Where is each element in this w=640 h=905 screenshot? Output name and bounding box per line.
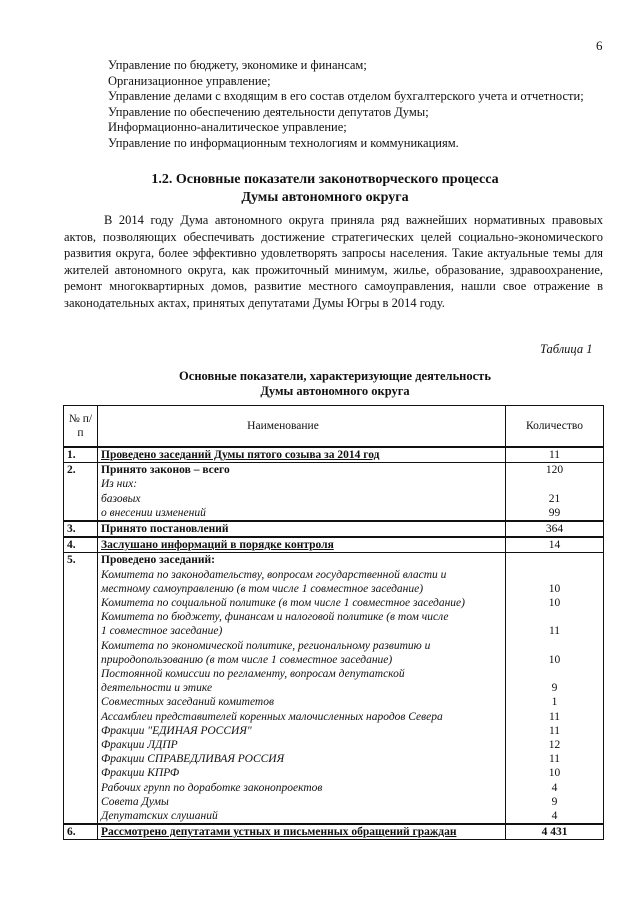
row-item-line: Комитета по бюджету, финансам и налоговой политике (в том числе: [101, 611, 449, 624]
row-item-count: 10: [548, 597, 561, 609]
row-title: Принято законов – всего: [101, 464, 230, 477]
row-title: Проведено заседаний:: [101, 554, 215, 567]
table-title-line: Основные показатели, характеризующие деятельность: [179, 369, 491, 383]
row-item-count: 11: [548, 710, 561, 723]
row-title: Рассмотрено депутатами устных и письменных обращений граждан: [98, 824, 506, 840]
row-content: [98, 463, 506, 521]
row-item-line: 1 совместное заседание): [101, 625, 223, 638]
row-item-count: 11: [548, 753, 561, 766]
header-name: Наименование: [98, 406, 506, 448]
row-title: Принято постановлений: [98, 521, 506, 537]
row-item-line: Постоянной комиссии по регламенту, вопросам депутатской: [101, 668, 405, 681]
section-title-line: Думы автономного округа: [241, 190, 409, 205]
row-num: 1.: [64, 447, 98, 463]
row-item-count: 9: [551, 682, 558, 695]
row-counts: [506, 553, 604, 824]
row-item-line: местному самоуправлению (в том числе 1 совместное заседание): [101, 582, 424, 595]
row-item-count: 10: [548, 582, 561, 595]
row-item-count: 4: [551, 810, 558, 822]
row-item-line: Совместных заседаний комитетов: [101, 696, 274, 709]
unit-item: Управление делами с входящим в его состав отделом бухгалтерского учета и отчетности;: [108, 89, 584, 103]
row-item-count: 1: [551, 696, 558, 709]
row-item-line: Ассамблеи представителей коренных малочисленных народов Севера: [101, 710, 443, 723]
row-item-label: о внесении изменений: [101, 506, 206, 519]
row-item-count: 10: [548, 767, 561, 780]
table-title: [100, 369, 570, 399]
table-row: [64, 824, 604, 840]
row-item-line: Депутатских слушаний: [101, 810, 218, 823]
row-num: 3.: [64, 521, 98, 537]
row-count-blank: [509, 639, 600, 653]
section-title-line: 1.2. Основные показатели законотворческого процесса: [151, 172, 499, 187]
row-item-line: Рабочих групп по доработке законопроектов: [101, 781, 323, 794]
row-item-line: Фракции КПРФ: [101, 767, 180, 780]
row-item-count: 10: [548, 653, 561, 666]
row-item-count: 4: [551, 781, 558, 794]
units-list: [108, 58, 584, 151]
section-title: [80, 171, 570, 207]
table-label: Таблица 1: [540, 342, 593, 356]
row-subheader: Из них:: [101, 478, 138, 491]
row-content: [98, 553, 506, 824]
unit-item: Управление по информационным технологиям и коммуникациям.: [108, 135, 459, 150]
row-count: 14: [506, 537, 604, 553]
unit-item: Управление по обеспечению деятельности депутатов Думы;: [108, 104, 429, 119]
row-title: Проведено заседаний Думы пятого созыва за 2014 год: [98, 447, 506, 463]
row-count-blank: [509, 553, 600, 567]
row-item-line: Совета Думы: [101, 795, 169, 808]
row-item-line: Комитета по социальной политике (в том числе 1 совместное заседание): [101, 597, 465, 610]
row-count: 120: [545, 464, 564, 477]
row-item-line: Комитета по экономической политике, региональному развитию и: [101, 639, 431, 652]
row-item-line: Комитета по законодательству, вопросам государственной власти и: [101, 568, 447, 581]
table-row: [64, 537, 604, 553]
row-count: 364: [506, 521, 604, 537]
page-number: 6: [596, 38, 603, 53]
table-row: [64, 463, 604, 521]
intro-paragraph: В 2014 году Дума автономного округа приняла ряд важнейших нормативных правовых актов, позволяющих обеспечивать достижение стратегических целей социально-экономического развития округа, более эффективно удовлетворять запросы населения. Такие актуальные темы для жителей автономного округа, как прожиточный минимум, жилье, образование, здравоохранение, ремонт многоквартирных домов, развитие местного самоуправления, нашли свое отражение в законодательных актах, принятых депутатами Думы Югры в 2014 году.: [64, 213, 603, 310]
indicators-table: [63, 405, 604, 840]
row-count: 4 431: [506, 824, 604, 840]
row-item-count: 21: [548, 492, 561, 505]
row-num: 4.: [64, 537, 98, 553]
row-item-line: Фракции СПРАВЕДЛИВАЯ РОССИЯ: [101, 753, 285, 766]
unit-item: Организационное управление;: [108, 73, 271, 88]
row-count-blank: [509, 477, 600, 491]
row-num: 2.: [64, 463, 98, 521]
row-item-label: базовых: [101, 492, 141, 505]
table-row: [64, 447, 604, 463]
row-count-blank: [509, 568, 600, 582]
row-count-blank: [509, 610, 600, 624]
row-item-line: Фракции ЛДПР: [101, 739, 178, 752]
row-num: 6.: [64, 824, 98, 840]
row-count: 11: [506, 447, 604, 463]
row-item-line: природопользованию (в том числе 1 совместное заседание): [101, 653, 393, 666]
row-item-count: 9: [551, 795, 558, 808]
unit-item: Управление по бюджету, экономике и финансам;: [108, 58, 367, 72]
row-num: 5.: [64, 553, 98, 824]
header-count: Количество: [506, 406, 604, 448]
row-item-count: 99: [548, 506, 561, 519]
row-item-count: 11: [548, 724, 561, 737]
table-row: [64, 553, 604, 824]
row-item-count: 11: [548, 625, 561, 638]
row-item-count: 12: [548, 738, 561, 751]
header-num: № п/п: [64, 406, 98, 448]
row-count-blank: [509, 667, 600, 681]
unit-item: Информационно-аналитическое управление;: [108, 120, 347, 134]
table-row: [64, 521, 604, 537]
row-item-line: Фракции "ЕДИНАЯ РОССИЯ": [101, 724, 252, 737]
row-item-line: деятельности и этике: [101, 682, 213, 695]
row-title: Заслушано информаций в порядке контроля: [98, 537, 506, 553]
table-title-line: Думы автономного округа: [260, 384, 410, 398]
row-counts: [506, 463, 604, 521]
